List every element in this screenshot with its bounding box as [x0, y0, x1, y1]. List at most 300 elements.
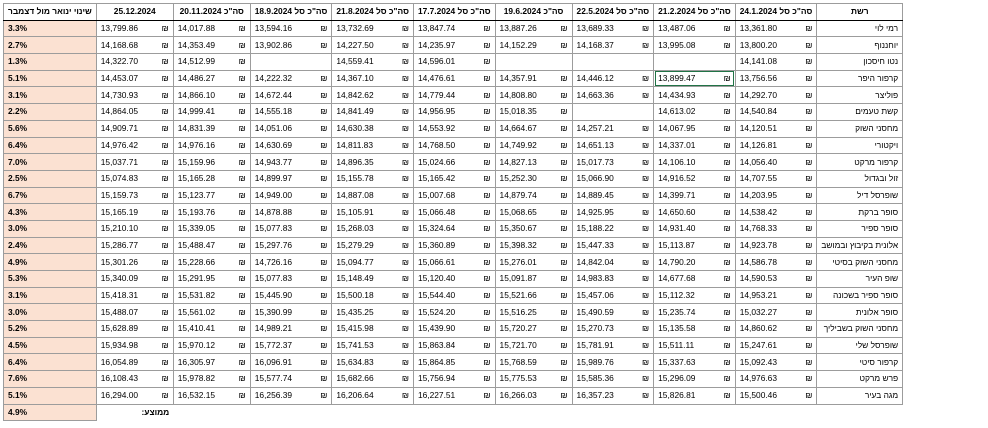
price-cell[interactable] [96, 287, 173, 304]
price-cell[interactable] [413, 137, 495, 154]
price-cell[interactable] [413, 387, 495, 404]
price-cell[interactable] [495, 137, 572, 154]
change-cell[interactable]: 3.0% [4, 220, 97, 237]
price-value: 13,902.86 [254, 39, 293, 50]
price-cell[interactable] [250, 220, 332, 237]
network-name-cell[interactable]: מחסני השוק [817, 120, 903, 137]
price-cell[interactable] [495, 104, 572, 121]
price-cell[interactable] [173, 54, 250, 71]
price-cell[interactable] [495, 371, 572, 388]
change-cell[interactable]: 2.2% [4, 104, 97, 121]
header-date[interactable]: סה"כ סל 18.9.2024 [250, 4, 332, 21]
price-value: 14,726.16 [254, 256, 293, 267]
price-cell[interactable] [96, 170, 173, 187]
price-cell[interactable] [413, 204, 495, 221]
price-cell[interactable] [250, 104, 332, 121]
change-cell[interactable]: 6.4% [4, 137, 97, 154]
network-name-cell[interactable]: מגה בעיר [817, 387, 903, 404]
network-name-cell[interactable]: קרפור היפר [817, 70, 903, 87]
change-cell[interactable]: 5.6% [4, 120, 97, 137]
price-cell[interactable] [96, 371, 173, 388]
price-cell[interactable] [173, 187, 250, 204]
shekel-icon: ₪ [805, 73, 813, 84]
price-cell[interactable] [173, 170, 250, 187]
price-cell[interactable] [495, 271, 572, 288]
price-cell[interactable] [413, 170, 495, 187]
price-cell[interactable] [173, 337, 250, 354]
price-cell[interactable] [413, 337, 495, 354]
price-cell[interactable] [96, 120, 173, 137]
network-name-cell[interactable]: מחסני השוק בסיטי [817, 254, 903, 271]
price-cell[interactable] [173, 287, 250, 304]
price-cell[interactable] [332, 170, 414, 187]
price-cell[interactable] [735, 187, 817, 204]
price-cell[interactable] [250, 287, 332, 304]
price-cell[interactable] [735, 20, 817, 37]
network-name-cell[interactable]: פוליצר [817, 87, 903, 104]
price-cell[interactable] [332, 37, 414, 54]
change-cell[interactable]: 4.9% [4, 254, 97, 271]
price-cell[interactable] [332, 304, 414, 321]
network-name-cell[interactable]: רמי לוי [817, 20, 903, 37]
price-cell[interactable] [173, 37, 250, 54]
shekel-icon: ₪ [238, 290, 246, 301]
price-cell[interactable] [413, 187, 495, 204]
price-cell[interactable] [495, 70, 572, 87]
shekel-icon: ₪ [723, 173, 731, 184]
price-cell[interactable] [735, 220, 817, 237]
change-cell[interactable]: 5.2% [4, 321, 97, 338]
price-cell[interactable] [654, 271, 736, 288]
price-value: 16,294.00 [100, 390, 139, 401]
price-cell[interactable] [173, 204, 250, 221]
price-cell[interactable] [572, 20, 654, 37]
price-cell[interactable] [332, 87, 414, 104]
price-cell[interactable] [572, 321, 654, 338]
price-cell[interactable] [495, 154, 572, 171]
price-cell[interactable] [250, 237, 332, 254]
price-cell[interactable] [572, 387, 654, 404]
change-cell[interactable]: 3.1% [4, 87, 97, 104]
network-name-cell[interactable]: זול ובגדול [817, 170, 903, 187]
network-name-cell[interactable]: שופרסל שלי [817, 337, 903, 354]
price-cell[interactable] [250, 304, 332, 321]
price-cell[interactable] [495, 321, 572, 338]
price-cell[interactable] [654, 120, 736, 137]
change-cell[interactable]: 6.7% [4, 187, 97, 204]
price-cell[interactable] [413, 220, 495, 237]
price-cell[interactable] [332, 120, 414, 137]
price-cell[interactable] [572, 237, 654, 254]
price-cell[interactable] [654, 87, 736, 104]
price-cell[interactable] [332, 104, 414, 121]
price-cell[interactable] [96, 104, 173, 121]
change-cell[interactable]: 4.3% [4, 204, 97, 221]
price-cell[interactable] [332, 371, 414, 388]
price-cell[interactable] [413, 20, 495, 37]
price-cell[interactable] [173, 371, 250, 388]
change-cell[interactable]: 5.1% [4, 387, 97, 404]
network-name-cell[interactable]: סופר ספיר בשכונה [817, 287, 903, 304]
price-cell[interactable] [495, 387, 572, 404]
change-cell[interactable]: 7.6% [4, 371, 97, 388]
price-cell[interactable] [332, 70, 414, 87]
shekel-icon: ₪ [805, 39, 813, 50]
price-cell[interactable] [735, 271, 817, 288]
price-cell[interactable] [654, 104, 736, 121]
price-cell[interactable] [495, 254, 572, 271]
change-cell[interactable]: 5.1% [4, 70, 97, 87]
shekel-icon: ₪ [320, 123, 328, 134]
change-cell[interactable]: 5.3% [4, 271, 97, 288]
price-cell[interactable] [173, 271, 250, 288]
price-cell[interactable] [735, 170, 817, 187]
price-cell[interactable] [413, 371, 495, 388]
change-cell[interactable]: 1.3% [4, 54, 97, 71]
price-cell[interactable] [735, 70, 817, 87]
price-cell[interactable] [250, 70, 332, 87]
price-cell[interactable] [735, 304, 817, 321]
price-value: 14,152.29 [499, 39, 537, 50]
price-cell[interactable] [654, 70, 736, 87]
network-name-cell[interactable]: אלונית בקיבוץ ובמושב [817, 237, 903, 254]
price-cell[interactable] [332, 154, 414, 171]
header-date[interactable]: סה"כ סל 22.5.2024 [572, 4, 654, 21]
price-cell[interactable] [495, 170, 572, 187]
empty-cell[interactable] [250, 54, 332, 71]
network-name-cell[interactable]: שופ העיר [817, 271, 903, 288]
price-cell[interactable] [572, 87, 654, 104]
price-cell[interactable] [572, 371, 654, 388]
price-cell[interactable] [173, 87, 250, 104]
price-cell[interactable] [654, 321, 736, 338]
price-cell[interactable] [572, 220, 654, 237]
price-cell[interactable] [413, 37, 495, 54]
header-date[interactable]: 25.12.2024 [96, 4, 173, 21]
price-cell[interactable] [173, 20, 250, 37]
price-value: 15,017.73 [576, 156, 614, 167]
price-cell[interactable] [654, 287, 736, 304]
change-cell[interactable]: 6.4% [4, 354, 97, 371]
shekel-icon: ₪ [560, 340, 568, 351]
network-name-cell[interactable]: יוחננוף [817, 37, 903, 54]
price-cell[interactable] [572, 137, 654, 154]
price-cell[interactable] [735, 321, 817, 338]
price-cell[interactable] [735, 371, 817, 388]
price-cell[interactable] [572, 170, 654, 187]
price-cell[interactable] [250, 154, 332, 171]
price-cell[interactable] [332, 204, 414, 221]
price-cell[interactable] [495, 287, 572, 304]
price-value: 14,878.88 [254, 206, 293, 217]
price-cell[interactable] [572, 304, 654, 321]
shekel-icon: ₪ [560, 173, 568, 184]
price-cell[interactable] [250, 387, 332, 404]
price-cell[interactable] [250, 87, 332, 104]
price-cell[interactable] [654, 254, 736, 271]
price-cell[interactable] [96, 271, 173, 288]
change-cell[interactable]: 2.5% [4, 170, 97, 187]
price-cell[interactable] [332, 187, 414, 204]
price-cell[interactable] [173, 220, 250, 237]
price-cell[interactable] [96, 304, 173, 321]
change-cell[interactable]: 3.3% [4, 20, 97, 37]
shekel-icon: ₪ [401, 123, 409, 134]
shekel-icon: ₪ [723, 256, 731, 267]
price-cell[interactable] [96, 354, 173, 371]
price-cell[interactable] [173, 154, 250, 171]
change-cell[interactable]: 3.0% [4, 304, 97, 321]
price-cell[interactable] [332, 337, 414, 354]
price-cell[interactable] [332, 321, 414, 338]
price-cell[interactable] [96, 254, 173, 271]
header-date[interactable]: סה"כ סל 24.1.2024 [735, 4, 817, 21]
price-cell[interactable] [173, 104, 250, 121]
header-change[interactable]: שינוי ינואר מול דצמבר [4, 4, 97, 21]
price-cell[interactable] [250, 321, 332, 338]
price-cell[interactable] [654, 154, 736, 171]
average-value[interactable]: 4.9% [4, 404, 97, 421]
price-cell[interactable] [413, 354, 495, 371]
change-cell[interactable]: 4.5% [4, 337, 97, 354]
price-cell[interactable] [173, 70, 250, 87]
price-cell[interactable] [735, 154, 817, 171]
price-cell[interactable] [495, 237, 572, 254]
price-cell[interactable] [332, 137, 414, 154]
header-date[interactable]: סה"כ סל 21.2.2024 [654, 4, 736, 21]
price-cell[interactable] [654, 20, 736, 37]
price-cell[interactable] [572, 204, 654, 221]
shekel-icon: ₪ [161, 89, 169, 100]
price-cell[interactable] [96, 387, 173, 404]
price-cell[interactable] [250, 187, 332, 204]
price-cell[interactable] [735, 54, 817, 71]
header-date[interactable]: סה"כ סל 17.7.2024 [413, 4, 495, 21]
price-cell[interactable] [332, 254, 414, 271]
price-cell[interactable] [572, 337, 654, 354]
price-value: 15,235.74 [658, 306, 696, 317]
shekel-icon: ₪ [805, 123, 813, 134]
price-cell[interactable] [735, 37, 817, 54]
price-cell[interactable] [96, 54, 173, 71]
price-cell[interactable] [572, 354, 654, 371]
network-name-cell[interactable]: נטו חיסכון [817, 54, 903, 71]
price-cell[interactable] [250, 20, 332, 37]
price-cell[interactable] [735, 104, 817, 121]
shekel-icon: ₪ [401, 189, 409, 200]
price-cell[interactable] [96, 321, 173, 338]
price-cell[interactable] [413, 287, 495, 304]
network-name-cell[interactable]: מחסני השוק בשביליך [817, 321, 903, 338]
price-cell[interactable] [654, 204, 736, 221]
price-cell[interactable] [96, 70, 173, 87]
network-name-cell[interactable]: קשת טעמים [817, 104, 903, 121]
price-cell[interactable] [735, 287, 817, 304]
price-cell[interactable] [332, 54, 414, 71]
price-cell[interactable] [96, 220, 173, 237]
shekel-icon: ₪ [161, 239, 169, 250]
price-cell[interactable] [735, 337, 817, 354]
price-cell[interactable] [173, 354, 250, 371]
price-cell[interactable] [413, 154, 495, 171]
price-cell[interactable] [173, 304, 250, 321]
price-cell[interactable] [413, 54, 495, 71]
price-cell[interactable] [250, 371, 332, 388]
price-cell[interactable] [735, 120, 817, 137]
network-name-cell[interactable]: ויקטורי [817, 137, 903, 154]
price-cell[interactable] [654, 387, 736, 404]
price-cell[interactable] [96, 154, 173, 171]
shekel-icon: ₪ [401, 256, 409, 267]
shekel-icon: ₪ [320, 306, 328, 317]
price-cell[interactable] [250, 271, 332, 288]
price-cell[interactable] [250, 170, 332, 187]
change-cell[interactable]: 2.7% [4, 37, 97, 54]
price-cell[interactable] [735, 354, 817, 371]
price-cell[interactable] [96, 337, 173, 354]
price-value: 13,594.16 [254, 23, 293, 34]
table-row [4, 387, 903, 404]
price-cell[interactable] [250, 337, 332, 354]
price-value: 14,811.83 [336, 139, 373, 150]
header-network[interactable]: רשת [817, 4, 903, 21]
price-value: 14,650.60 [658, 206, 696, 217]
price-cell[interactable] [572, 287, 654, 304]
price-cell[interactable] [654, 371, 736, 388]
header-date[interactable]: סה"כ סל 21.8.2024 [332, 4, 414, 21]
price-cell[interactable] [572, 187, 654, 204]
price-cell[interactable] [96, 37, 173, 54]
price-cell[interactable] [332, 20, 414, 37]
price-cell[interactable] [332, 271, 414, 288]
price-cell[interactable] [572, 37, 654, 54]
price-cell[interactable] [495, 187, 572, 204]
price-cell[interactable] [654, 37, 736, 54]
price-cell[interactable] [735, 254, 817, 271]
price-cell[interactable] [572, 154, 654, 171]
price-cell[interactable] [332, 287, 414, 304]
price-cell[interactable] [413, 321, 495, 338]
price-cell[interactable] [173, 120, 250, 137]
header-date[interactable]: סה"כ 20.11.2024 [173, 4, 250, 21]
price-cell[interactable] [495, 304, 572, 321]
price-cell[interactable] [495, 220, 572, 237]
price-cell[interactable] [654, 170, 736, 187]
price-cell[interactable] [495, 120, 572, 137]
price-cell[interactable] [250, 37, 332, 54]
network-name-cell[interactable]: סופר אלונית [817, 304, 903, 321]
price-cell[interactable] [654, 337, 736, 354]
price-cell[interactable] [173, 321, 250, 338]
change-cell[interactable]: 3.1% [4, 287, 97, 304]
price-cell[interactable] [250, 120, 332, 137]
price-cell[interactable] [413, 254, 495, 271]
price-cell[interactable] [495, 87, 572, 104]
empty-cell[interactable] [654, 54, 736, 71]
price-cell[interactable] [735, 87, 817, 104]
price-cell[interactable] [495, 37, 572, 54]
price-cell[interactable] [654, 187, 736, 204]
shekel-icon: ₪ [642, 39, 650, 50]
price-cell[interactable] [654, 137, 736, 154]
empty-cell[interactable] [495, 54, 572, 71]
empty-cell[interactable] [572, 54, 654, 71]
price-cell[interactable] [332, 237, 414, 254]
price-cell[interactable] [572, 254, 654, 271]
empty-cell[interactable] [572, 104, 654, 121]
price-cell[interactable] [96, 20, 173, 37]
price-cell[interactable] [735, 204, 817, 221]
price-cell[interactable] [173, 237, 250, 254]
price-cell[interactable] [495, 354, 572, 371]
price-cell[interactable] [654, 220, 736, 237]
price-cell[interactable] [495, 204, 572, 221]
price-cell[interactable] [413, 237, 495, 254]
price-cell[interactable] [250, 204, 332, 221]
price-cell[interactable] [96, 87, 173, 104]
network-name-cell[interactable]: סופר ספיר [817, 220, 903, 237]
price-cell[interactable] [332, 354, 414, 371]
network-name-cell[interactable]: פרש מרקט [817, 371, 903, 388]
price-cell[interactable] [413, 271, 495, 288]
price-cell[interactable] [654, 354, 736, 371]
price-cell[interactable] [572, 271, 654, 288]
price-cell[interactable] [572, 120, 654, 137]
price-cell[interactable] [96, 204, 173, 221]
price-cell[interactable] [413, 70, 495, 87]
price-cell[interactable] [572, 70, 654, 87]
price-cell[interactable] [495, 337, 572, 354]
price-cell[interactable] [173, 387, 250, 404]
price-cell[interactable] [413, 87, 495, 104]
price-cell[interactable] [654, 304, 736, 321]
network-name-cell[interactable]: סופר ברקת [817, 204, 903, 221]
price-cell[interactable] [96, 137, 173, 154]
header-date[interactable]: סה"כ 19.6.2024 [495, 4, 572, 21]
price-value: 13,689.33 [576, 23, 614, 34]
average-label[interactable]: ממוצע: [141, 407, 170, 418]
change-cell[interactable]: 7.0% [4, 154, 97, 171]
price-cell[interactable] [654, 237, 736, 254]
price-cell[interactable] [495, 20, 572, 37]
price-value: 15,360.89 [417, 239, 456, 250]
price-cell[interactable] [250, 254, 332, 271]
price-cell[interactable] [413, 120, 495, 137]
shekel-icon: ₪ [723, 23, 731, 34]
price-cell[interactable] [96, 237, 173, 254]
table-row [4, 321, 903, 338]
network-name-cell[interactable]: קרפור סיטי [817, 354, 903, 371]
price-cell[interactable] [250, 137, 332, 154]
price-cell[interactable] [332, 387, 414, 404]
price-cell[interactable] [332, 220, 414, 237]
price-value: 14,664.67 [499, 123, 537, 134]
price-value: 15,188.22 [576, 223, 614, 234]
network-name-cell[interactable]: קרפור מרקט [817, 154, 903, 171]
price-cell[interactable] [96, 187, 173, 204]
price-cell[interactable] [173, 137, 250, 154]
price-cell[interactable] [735, 137, 817, 154]
price-cell[interactable] [413, 104, 495, 121]
price-cell[interactable] [735, 237, 817, 254]
price-cell[interactable] [173, 254, 250, 271]
change-cell[interactable]: 2.4% [4, 237, 97, 254]
price-cell[interactable] [735, 387, 817, 404]
network-name-cell[interactable]: שופרסל דיל [817, 187, 903, 204]
price-cell[interactable] [250, 354, 332, 371]
price-value: 16,357.23 [576, 390, 614, 401]
price-cell[interactable] [413, 304, 495, 321]
